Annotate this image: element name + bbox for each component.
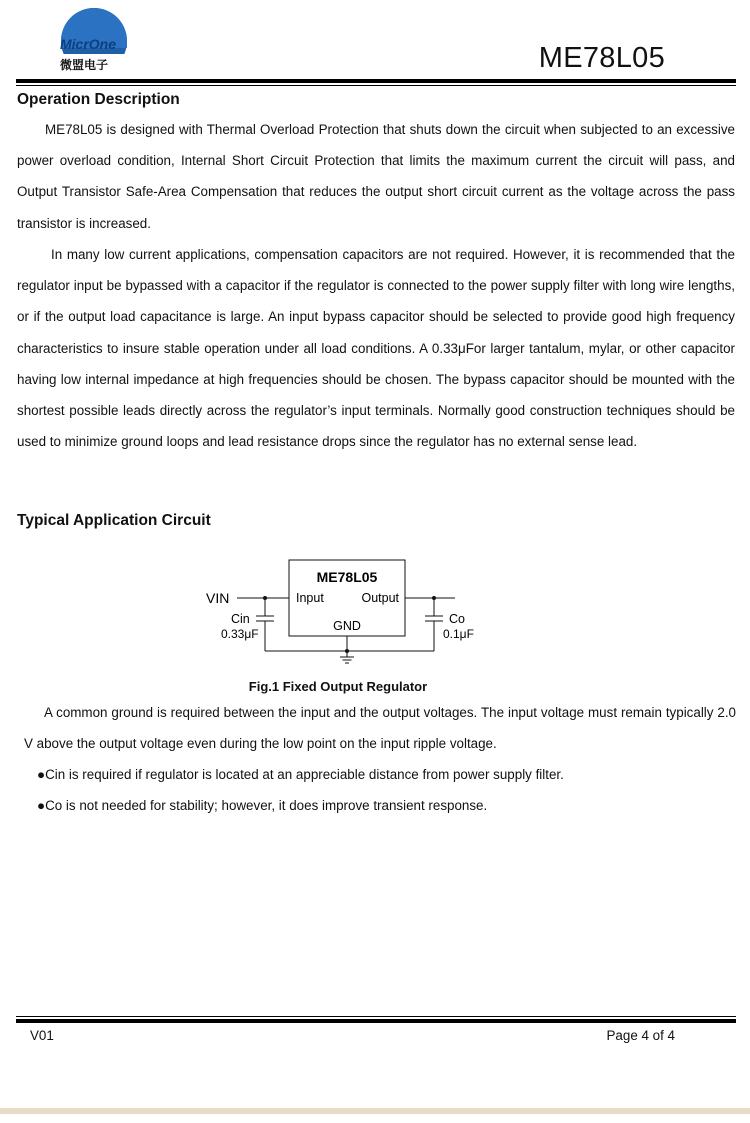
cin-value: 0.33μF [221,627,259,641]
ground-symbol-icon [340,657,354,663]
document-title: ME78L05 [538,42,665,74]
co-label: Co [449,612,465,626]
circuit-paragraph: A common ground is required between the input and the output voltages. The input voltage must remain typically 2.0 V above the output voltage even during the low point on the input ripple voltage. [24,705,736,752]
bullet-cin: ●Cin is required if regulator is located at an appreciable distance from power supply filter. [37,767,564,782]
ground-node [345,649,349,653]
footer-rule-thin [16,1016,736,1017]
header-rule-thin [16,85,736,86]
regulator-circuit-diagram [200,553,490,673]
svg-text:微盟电子: 微盟电子 [60,58,109,72]
section-heading-circuit: Typical Application Circuit [17,512,211,529]
bullet-co: ●Co is not needed for stability; however, it does improve transient response. [37,798,488,813]
co-value: 0.1μF [443,627,474,641]
operation-paragraph-2: In many low current applications, compensation capacitors are not required. However, it is recommended that the regulator input be bypassed with a capacitor if the regulator is connected to the power supply filter with long wire lengths, or if the output load capacitance is large. An input bypass capacitor should be selected to provide good high frequency characteristics to insure stable operation under all load conditions. A 0.33μFor larger tantalum, mylar, or other capacitor having low internal impedance at high frequencies should be chosen. The bypass capacitor should be mounted with the shortest possible leads directly across the regulator’s input terminals. Normally good construction techniques should be used to minimize ground loops and lead resistance drops since the regulator has no external sense lead. [17,247,735,450]
pin-input-label: Input [296,591,324,605]
footer-version: V01 [30,1028,54,1043]
pin-gnd-label: GND [333,619,361,633]
footer-rule-thick [16,1019,736,1023]
chip-label: ME78L05 [316,569,378,585]
vin-label: VIN [206,590,230,606]
pin-output-label: Output [361,591,399,605]
operation-paragraph-1: ME78L05 is designed with Thermal Overload Protection that shuts down the circuit when subjected to an excessive power overload condition, Internal Short Circuit Protection that limits the maximum current the circuit will pass, and Output Transistor Safe-Area Compensation that reduces the output short circuit current as the voltage across the pass transistor is increased. [17,122,735,231]
page-bottom-edge [0,1108,750,1114]
svg-text:MicrOne: MicrOne [60,36,117,52]
footer-page-number: Page 4 of 4 [606,1028,675,1043]
company-logo [56,8,132,74]
header-rule-thick [16,79,736,83]
figure-caption: Fig.1 Fixed Output Regulator [248,679,428,694]
section-heading-operation: Operation Description [17,91,180,108]
cin-label: Cin [231,612,250,626]
